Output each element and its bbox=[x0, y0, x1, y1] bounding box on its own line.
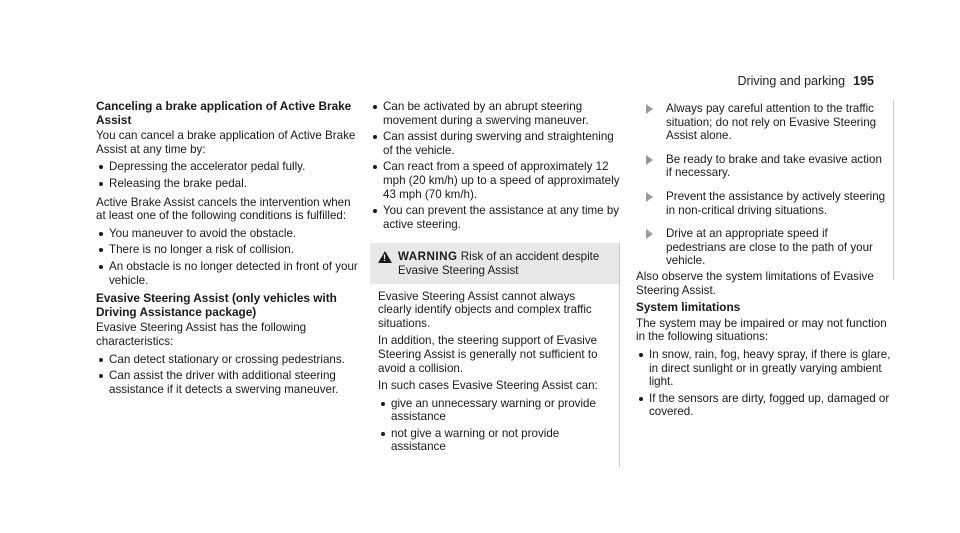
page-number: 195 bbox=[853, 74, 874, 88]
paragraph: In addition, the steering support of Evasive Steering Assist is generally not sufficient to avoid a collision. bbox=[378, 334, 598, 375]
heading-cancel-brake: Canceling a brake application of Active Brake Assist bbox=[96, 99, 352, 127]
bullet-list bbox=[96, 227, 358, 287]
bullet-list bbox=[96, 160, 358, 190]
heading-system-limitations: System limitations bbox=[636, 300, 741, 315]
tips-list bbox=[636, 100, 894, 280]
paragraph: Evasive Steering Assist cannot always clearly identify objects and complex traffic situations. bbox=[378, 289, 592, 330]
tip-item bbox=[636, 102, 887, 143]
list-item: give an unnecessary warning or provide assistance bbox=[378, 397, 611, 424]
list-item: An obstacle is no longer detected in front of your vehicle. bbox=[96, 260, 358, 287]
paragraph: In such cases Evasive Steering Assist can: bbox=[378, 379, 598, 393]
list-item: Can react from a speed of approximately 12 mph (20 km/h) up to a speed of approximately 43 mph (70 km/h). bbox=[370, 160, 620, 201]
list-item: In snow, rain, fog, heavy spray, if there is glare, in direct sunlight or in greatly varying ambient light. bbox=[636, 348, 894, 389]
tip-item bbox=[636, 227, 887, 268]
tip-text: Be ready to brake and take evasive action if necessary. bbox=[666, 152, 882, 180]
paragraph: Active Brake Assist cancels the intervention when at least one of the following conditions is fulfilled: bbox=[96, 195, 351, 223]
heading-evasive-steering: Evasive Steering Assist (only vehicles with Driving Assistance package) bbox=[96, 291, 337, 319]
bullet-list bbox=[96, 353, 358, 397]
paragraph: The system may be impaired or may not function in the following situations: bbox=[636, 316, 887, 344]
tip-text: Prevent the assistance by actively steering in non-critical driving situations. bbox=[666, 189, 886, 217]
arrow-right-icon bbox=[646, 192, 653, 202]
column-3 bbox=[636, 100, 894, 280]
list-item: Can assist during swerving and straightening of the vehicle. bbox=[370, 130, 620, 157]
warning-title: Risk of an accident despite Evasive Steering Assist bbox=[398, 250, 600, 277]
warning-label: WARNING bbox=[398, 250, 458, 264]
tip-text: Always pay careful attention to the traffic situation; do not rely on Evasive Steering Assist alone. bbox=[666, 102, 877, 143]
page-header bbox=[737, 74, 874, 88]
paragraph: Also observe the system limitations of Evasive Steering Assist. bbox=[636, 270, 874, 297]
column-2 bbox=[370, 100, 620, 467]
list-item: You can prevent the assistance at any time by active steering. bbox=[370, 204, 620, 231]
list-item: not give a warning or not provide assistance bbox=[378, 427, 611, 454]
warning-header bbox=[370, 243, 619, 283]
bullet-list bbox=[636, 348, 894, 419]
list-item: You maneuver to avoid the obstacle. bbox=[96, 227, 358, 241]
column-1 bbox=[96, 100, 358, 401]
column-4 bbox=[636, 270, 894, 424]
warning-box bbox=[370, 243, 620, 467]
paragraph: You can cancel a brake application of Active Brake Assist at any time by: bbox=[96, 129, 356, 156]
arrow-right-icon bbox=[646, 229, 653, 239]
arrow-right-icon bbox=[646, 155, 653, 165]
bullet-list bbox=[378, 397, 611, 454]
paragraph: Evasive Steering Assist has the following characteristics: bbox=[96, 321, 307, 348]
list-item: Releasing the brake pedal. bbox=[96, 177, 358, 191]
warning-icon bbox=[378, 251, 392, 263]
arrow-right-icon bbox=[646, 104, 653, 114]
warning-body bbox=[370, 284, 619, 468]
list-item: Can assist the driver with additional steering assistance if it detects a swerving maneuver. bbox=[96, 369, 358, 396]
tip-item bbox=[636, 153, 887, 180]
list-item: There is no longer a risk of collision. bbox=[96, 243, 358, 257]
list-item: Depressing the accelerator pedal fully. bbox=[96, 160, 358, 174]
section-title: Driving and parking bbox=[737, 74, 846, 88]
tip-item bbox=[636, 190, 887, 217]
list-item: If the sensors are dirty, fogged up, damaged or covered. bbox=[636, 392, 894, 419]
bullet-list bbox=[370, 100, 620, 231]
list-item: Can detect stationary or crossing pedestrians. bbox=[96, 353, 358, 367]
tip-text: Drive at an appropriate speed if pedestrians are close to the path of your vehicle. bbox=[666, 227, 873, 268]
list-item: Can be activated by an abrupt steering movement during a swerving maneuver. bbox=[370, 100, 620, 127]
